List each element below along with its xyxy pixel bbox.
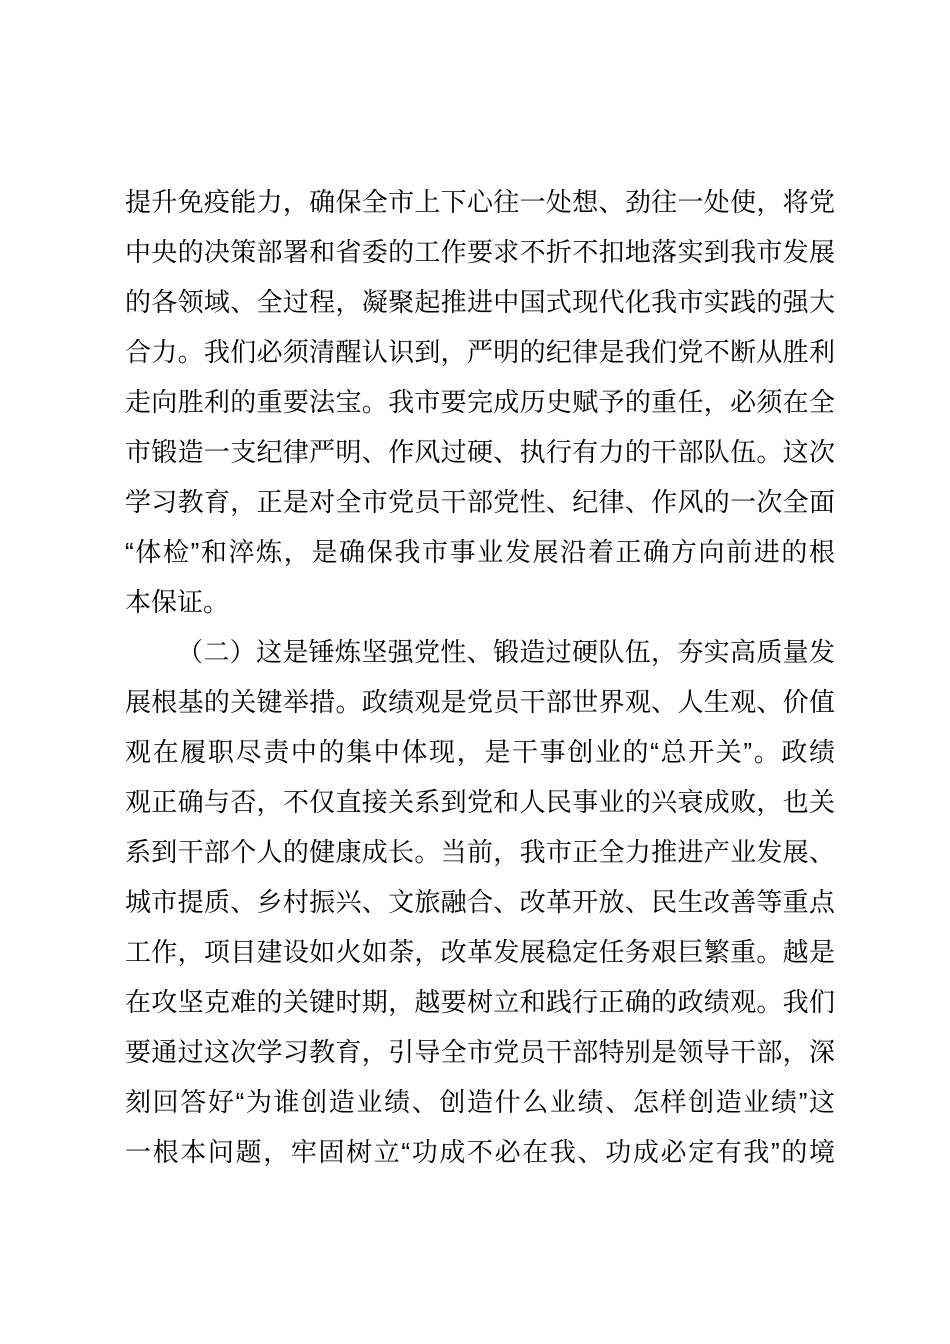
text-line: 系到干部个人的健康成长。当前，我市正全力推进产业发展、 (125, 837, 835, 867)
text-line: 走向胜利的重要法宝。我市要完成历史赋予的重任，必须在全 (125, 387, 835, 417)
text-line: 要通过这次学习教育，引导全市党员干部特别是领导干部，深 (125, 1037, 835, 1067)
text-line: 合力。我们必须清醒认识到，严明的纪律是我们党不断从胜利 (125, 337, 835, 367)
text-line: “体检”和淬炼，是确保我市事业发展沿着正确方向前进的根 (125, 537, 835, 567)
text-line: 本保证。 (125, 587, 230, 617)
text-line: 提升免疫能力，确保全市上下心往一处想、劲往一处使，将党 (125, 187, 835, 217)
text-line: 工作，项目建设如火如荼，改革发展稳定任务艰巨繁重。越是 (125, 937, 835, 967)
text-line: 展根基的关键举措。政绩观是党员干部世界观、人生观、价值 (125, 687, 835, 717)
text-line: 观在履职尽责中的集中体现，是干事创业的“总开关”。政绩 (125, 737, 835, 767)
text-block (125, 177, 835, 1177)
text-line: 的各领域、全过程，凝聚起推进中国式现代化我市实践的强大 (125, 287, 835, 317)
text-line: 在攻坚克难的关键时期，越要树立和践行正确的政绩观。我们 (125, 987, 835, 1017)
text-line: 观正确与否，不仅直接关系到党和人民事业的兴衰成败，也关 (125, 787, 835, 817)
paragraph (125, 627, 835, 1177)
text-line: 市锻造一支纪律严明、作风过硬、执行有力的干部队伍。这次 (125, 437, 835, 467)
text-line: 刻回答好“为谁创造业绩、创造什么业绩、怎样创造业绩”这 (125, 1087, 835, 1117)
text-line: （二）这是锤炼坚强党性、锻造过硬队伍，夯实高质量发 (177, 637, 835, 667)
text-line: 学习教育，正是对全市党员干部党性、纪律、作风的一次全面 (125, 487, 835, 517)
text-line: 城市提质、乡村振兴、文旅融合、改革开放、民生改善等重点 (125, 887, 835, 917)
paragraph (125, 177, 835, 627)
text-line: 中央的决策部署和省委的工作要求不折不扣地落实到我市发展 (125, 237, 835, 267)
text-line: 一根本问题，牢固树立“功成不必在我、功成必定有我”的境 (125, 1137, 835, 1167)
